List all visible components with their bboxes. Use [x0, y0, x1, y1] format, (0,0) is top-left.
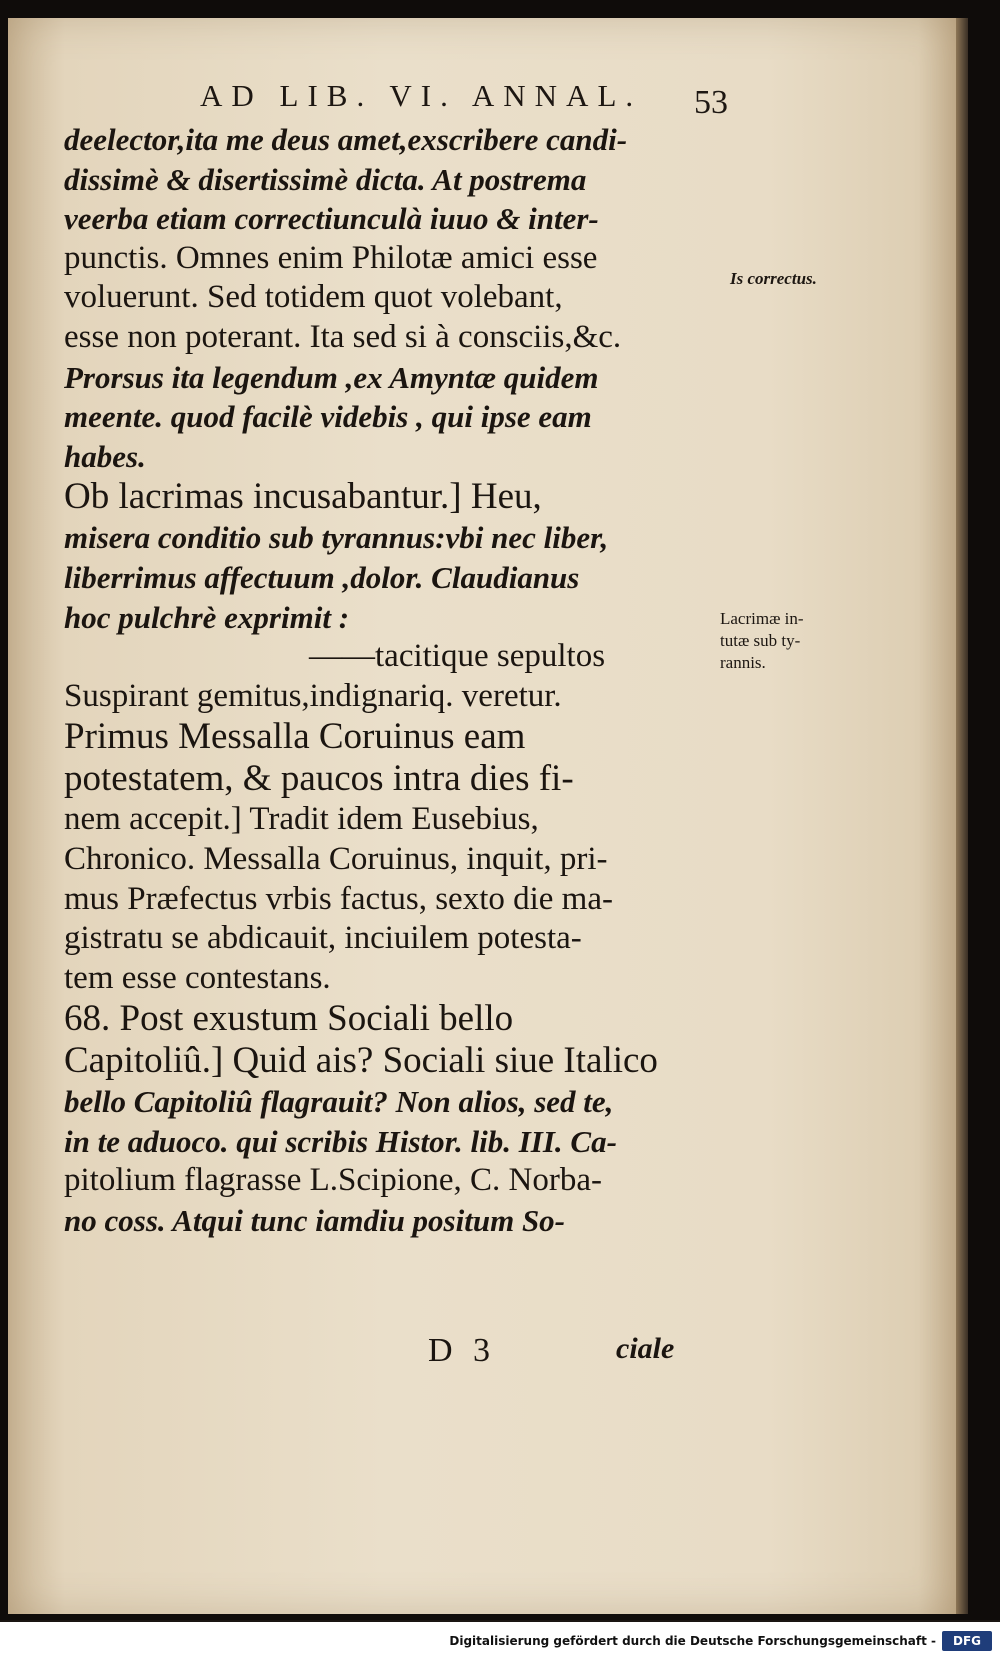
footer-credit: Digitalisierung gefördert durch die Deutsche Forschungsgemeinschaft - — [449, 1634, 936, 1648]
text-line: deelector,ita me deus amet,exscribere candi- — [64, 122, 628, 157]
text-line: gistratu se abdicauit, inciuilem potesta- — [64, 920, 582, 957]
running-head: AD LIB. VI. ANNAL. — [200, 78, 643, 113]
lemma-line: Capitoliû.] Quid ais? Sociali siue Italico — [64, 1040, 658, 1082]
text-line: no coss. Atqui tunc iamdiu positum So- — [64, 1203, 566, 1239]
margin-note-line: rannis. — [720, 653, 766, 672]
text-line: mus Præfectus vrbis factus, sexto die ma- — [64, 880, 613, 917]
margin-note-line: Lacrimæ in- — [720, 609, 804, 628]
page-number: 53 — [694, 84, 728, 121]
text-line: veerba etiam correctiunculà iuuo & inter- — [64, 201, 599, 237]
dfg-logo-icon[interactable]: DFG — [942, 1631, 992, 1651]
signature-mark: D 3 — [428, 1332, 497, 1369]
text-line: misera conditio sub tyrannus:vbi nec liber, — [64, 520, 609, 556]
lemma-line: 68. Post exustum Sociali bello — [64, 998, 514, 1040]
page-edge — [956, 18, 968, 1614]
margin-note-lacrimae — [720, 608, 840, 674]
lemma-line: Primus Messalla Coruinus eam — [64, 716, 526, 758]
margin-note-correctus: Is correctus. — [730, 269, 817, 288]
text-line: punctis. Omnes enim Philotæ amici esse — [64, 239, 598, 276]
verse-line: ——tacitique sepultos — [309, 638, 606, 675]
catchword: ciale — [616, 1332, 675, 1365]
text-line: pitolium flagrasse L.Scipione, C. Norba- — [64, 1162, 602, 1199]
lemma-line: Ob lacrimas incusabantur.] Heu, — [64, 476, 542, 518]
text-line: liberrimus affectuum ,dolor. Claudianus — [64, 559, 580, 595]
text-block — [64, 120, 704, 1241]
lemma-line: potestatem, & paucos intra dies fi- — [64, 758, 574, 800]
text-line: esse non poterant. Ita sed si à consciis,&c. — [64, 318, 622, 355]
text-line: dissimè & disertissimè dicta. At postrema — [64, 161, 587, 197]
text-line: voluerunt. Sed totidem quot volebant, — [64, 279, 563, 316]
text-line: tem esse contestans. — [64, 959, 331, 996]
verse-line: Suspirant gemitus,indignariq. veretur. — [64, 677, 562, 714]
text-line: habes. — [64, 438, 146, 474]
text-line: hoc pulchrè exprimit : — [64, 599, 350, 635]
text-line: Prorsus ita legendum ,ex Amyntæ quidem — [64, 359, 599, 395]
margin-note-line: tutæ sub ty- — [720, 631, 801, 650]
footer-bar — [0, 1622, 1000, 1665]
text-line: in te aduoco. qui scribis Histor. lib. III. Ca- — [64, 1123, 617, 1159]
text-line: bello Capitoliû flagrauit? Non alios, sed te, — [64, 1084, 614, 1120]
text-line: meente. quod facilè videbis , qui ipse eam — [64, 399, 592, 435]
text-line: Chronico. Messalla Coruinus, inquit, pri- — [64, 840, 608, 877]
text-line: nem accepit.] Tradit idem Eusebius, — [64, 801, 539, 838]
